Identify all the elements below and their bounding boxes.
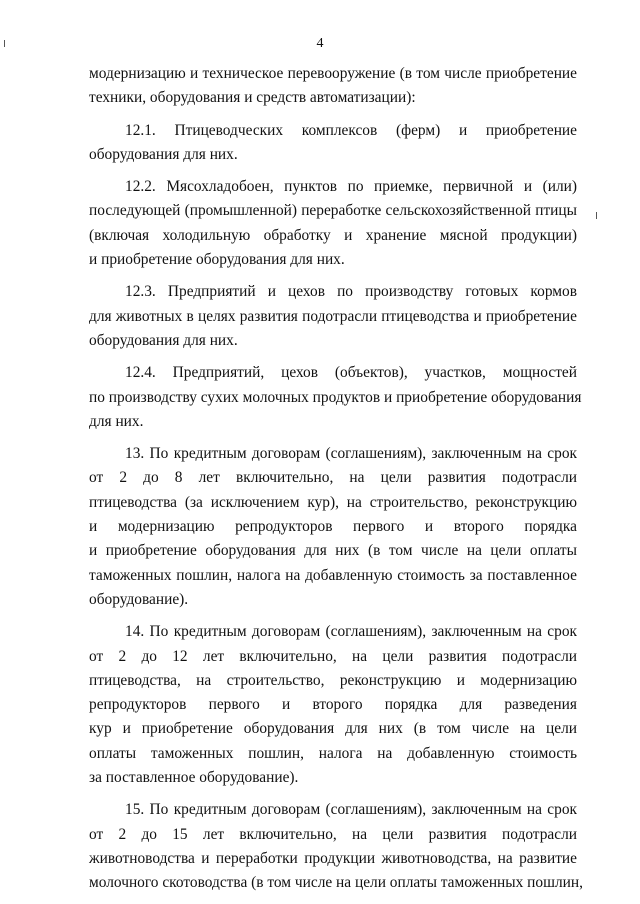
paragraph — [89, 119, 577, 168]
paragraph — [89, 62, 577, 111]
text-line: молочного скотоводства (в том числе на цели оплаты таможенных пошлин, — [89, 874, 583, 892]
text-line: оплаты таможенных пошлин, налога на добавленную стоимость — [89, 744, 577, 762]
text-line: (включая холодильную обработку и хранение мясной продукции) — [89, 226, 577, 244]
page-number: 4 — [316, 36, 324, 51]
text-line: от 2 до 8 лет включительно, на цели развития подотрасли — [89, 469, 577, 487]
paragraph — [89, 620, 577, 790]
scan-mark — [596, 212, 597, 219]
text-line: и приобретение оборудования для них (в том числе на цели оплаты — [89, 542, 577, 560]
text-line: 12.4. Предприятий, цехов (объектов), участков, мощностей — [125, 364, 577, 382]
text-line: и приобретение оборудования для них. — [89, 251, 345, 269]
paragraph — [89, 798, 583, 895]
text-line: репродукторов первого и второго порядка для разведения — [89, 696, 577, 714]
text-line: модернизацию и техническое перевооружение (в том числе приобретение — [89, 65, 577, 82]
text-line: по производству сухих молочных продуктов и приобретение оборудования — [89, 388, 582, 406]
text-line: за поставленное оборудование). — [89, 769, 299, 787]
text-line: 12.2. Мясохладобоен, пунктов по приемке, первичной и (или) — [125, 178, 577, 196]
text-line: птицеводства (за исключением кур), на строительство, реконструкцию — [89, 493, 577, 511]
paragraph — [89, 442, 577, 612]
text-line: от 2 до 12 лет включительно, на цели развития подотрасли — [89, 647, 577, 665]
text-line: для них. — [89, 412, 144, 430]
text-line: таможенных пошлин, налога на добавленную стоимость за поставленное — [89, 566, 577, 584]
text-line: оборудование). — [89, 590, 189, 608]
text-line: для животных в целях развития подотрасли птицеводства и приобретение — [89, 307, 577, 325]
document-body — [89, 62, 583, 904]
text-line: от 2 до 15 лет включительно, на цели развития подотрасли — [89, 825, 577, 843]
text-line: животноводства и переработки продукции животноводства, на развитие — [89, 849, 577, 867]
text-line: 12.1. Птицеводческих комплексов (ферм) и приобретение — [125, 121, 577, 139]
text-line: 14. По кредитным договорам (соглашениям), заключенным на срок — [125, 623, 577, 641]
text-line: 13. По кредитным договорам (соглашениям), заключенным на срок — [125, 445, 577, 463]
paragraph — [89, 280, 577, 353]
text-line: оборудования для них. — [89, 145, 238, 163]
text-line: 15. По кредитным договорам (соглашениям), заключенным на срок — [125, 801, 577, 819]
text-line: последующей (промышленной) переработке сельскохозяйственной птицы — [89, 202, 577, 220]
text-line: 12.3. Предприятий и цехов по производству готовых кормов — [125, 283, 577, 301]
text-line: птицеводства, на строительство, реконструкцию и модернизацию — [89, 671, 577, 689]
text-line: и модернизацию репродукторов первого и второго порядка — [89, 518, 577, 536]
text-line: кур и приобретение оборудования для них (в том числе на цели — [89, 720, 577, 738]
text-line: техники, оборудования и средств автоматизации): — [89, 89, 416, 107]
text-line: оборудования для них. — [89, 331, 238, 349]
paragraph — [89, 175, 577, 272]
paragraph — [89, 361, 582, 434]
